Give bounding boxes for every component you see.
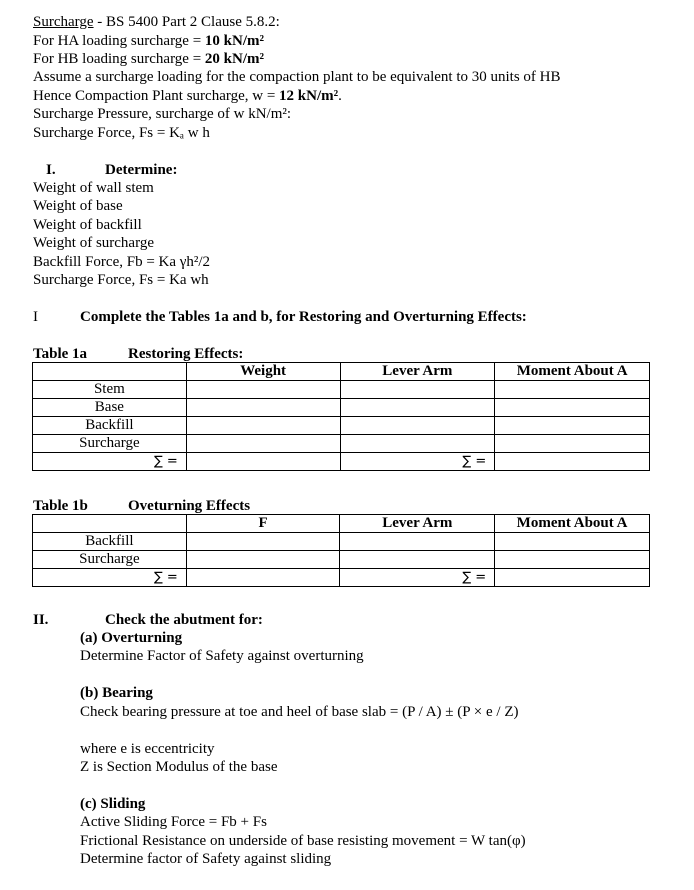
table-row [33, 363, 650, 381]
sum-cell [340, 569, 495, 587]
table-cell [186, 453, 340, 471]
table-cell [340, 399, 495, 417]
table-1a-caption: Restoring Effects: [128, 346, 244, 362]
table-1b [32, 514, 650, 587]
table-cell [495, 453, 650, 471]
sum-cell [33, 569, 187, 587]
force-line: Surcharge Force, Fs = Kₐ w h [33, 125, 210, 141]
sliding-fos-text: Determine factor of Safety against sliding [80, 851, 332, 867]
determine-item: Weight of wall stem [33, 180, 154, 196]
table-cell [340, 381, 495, 399]
table-cell [186, 381, 340, 399]
table-row [33, 515, 650, 533]
sigma-symbol: ∑ = [153, 570, 178, 585]
row-label: Base [33, 399, 187, 417]
table-cell [186, 399, 340, 417]
table-row [33, 533, 650, 551]
pressure-line: Surcharge Pressure, surcharge of w kN/m²: [33, 106, 292, 122]
table-cell [186, 533, 340, 551]
table-cell [495, 399, 650, 417]
table-1b-caption: Oveturning Effects [128, 498, 251, 514]
check-numeral: II. [33, 612, 49, 628]
table-cell [186, 417, 340, 435]
sum-cell [33, 453, 187, 471]
ha-loading-text: For HA loading surcharge = [33, 33, 205, 49]
table-header-cell: Moment About A [495, 515, 650, 533]
surcharge-clause: - BS 5400 Part 2 Clause 5.8.2: [93, 14, 280, 30]
where-z-text: Z is Section Modulus of the base [80, 759, 278, 775]
table-cell [340, 435, 495, 453]
table-header-cell: Moment About A [495, 363, 650, 381]
check-title: Check the abutment for: [105, 612, 263, 628]
hence-text: Hence Compaction Plant surcharge, w = [33, 88, 280, 104]
table-cell [495, 551, 650, 569]
hb-loading-text: For HB loading surcharge = [33, 51, 205, 67]
hb-loading-value: 20 kN/m² [204, 51, 265, 67]
sliding-title: (c) Sliding [80, 796, 146, 812]
sigma-symbol: ∑ = [462, 570, 487, 585]
table-cell [340, 551, 495, 569]
hence-end: . [338, 88, 342, 104]
table-1a-label: Table 1a [33, 346, 88, 362]
frictional-text: Frictional Resistance on underside of base resisting movement = W tan(φ) [80, 833, 526, 849]
table-row [33, 417, 650, 435]
complete-title: Complete the Tables 1a and b, for Restoring and Overturning Effects: [80, 309, 527, 325]
determine-item: Weight of backfill [33, 217, 142, 233]
ha-loading-value: 10 kN/m² [204, 33, 265, 49]
row-label: Backfill [33, 533, 187, 551]
table-header-cell: Lever Arm [340, 363, 495, 381]
table-1b-label: Table 1b [33, 498, 88, 514]
overturning-text: Determine Factor of Safety against overturning [80, 648, 364, 664]
where-e-text: where e is eccentricity [80, 741, 215, 757]
table-cell [495, 435, 650, 453]
table-sum-row [33, 569, 650, 587]
table-sum-row [33, 453, 650, 471]
table-cell [495, 533, 650, 551]
determine-item: Weight of base [33, 198, 123, 214]
surcharge-word: Surcharge [33, 14, 94, 30]
table-cell [186, 435, 340, 453]
sliding-force-text: Active Sliding Force = Fb + Fs [80, 814, 267, 830]
row-label: Surcharge [33, 435, 187, 453]
table-row [33, 399, 650, 417]
determine-item: Backfill Force, Fb = Ka γh²/2 [33, 254, 211, 270]
table-header-cell: Weight [186, 363, 340, 381]
table-cell [495, 381, 650, 399]
hence-value: 12 kN/m² [279, 88, 339, 104]
table-1a [32, 362, 650, 471]
determine-item: Surcharge Force, Fs = Ka wh [33, 272, 209, 288]
hb-loading-line [33, 50, 264, 68]
row-label: Stem [33, 381, 187, 399]
table-cell [186, 551, 340, 569]
table-row [33, 381, 650, 399]
surcharge-heading [33, 13, 280, 31]
table-header-cell: F [186, 515, 340, 533]
complete-numeral: I [33, 309, 38, 325]
determine-item: Weight of surcharge [33, 235, 154, 251]
table-cell [495, 569, 650, 587]
table-cell [495, 417, 650, 435]
table-cell [340, 417, 495, 435]
table-cell [340, 533, 495, 551]
row-label: Surcharge [33, 551, 187, 569]
table-header-cell: Lever Arm [340, 515, 495, 533]
table-row [33, 551, 650, 569]
table-row [33, 435, 650, 453]
table-header-cell [33, 363, 187, 381]
sigma-symbol: ∑ = [153, 454, 178, 469]
overturning-title: (a) Overturning [80, 630, 183, 646]
sum-cell [340, 453, 495, 471]
hence-line [33, 87, 342, 105]
assume-line: Assume a surcharge loading for the compaction plant to be equivalent to 30 units of HB [33, 69, 561, 85]
row-label: Backfill [33, 417, 187, 435]
table-header-cell [33, 515, 187, 533]
table-cell [186, 569, 340, 587]
sigma-symbol: ∑ = [462, 454, 487, 469]
determine-title: Determine: [105, 162, 178, 178]
bearing-text: Check bearing pressure at toe and heel of base slab = (P / A) ± (P × e / Z) [80, 704, 519, 720]
ha-loading-line [33, 32, 264, 50]
bearing-title: (b) Bearing [80, 685, 153, 701]
determine-numeral: I. [46, 162, 56, 178]
